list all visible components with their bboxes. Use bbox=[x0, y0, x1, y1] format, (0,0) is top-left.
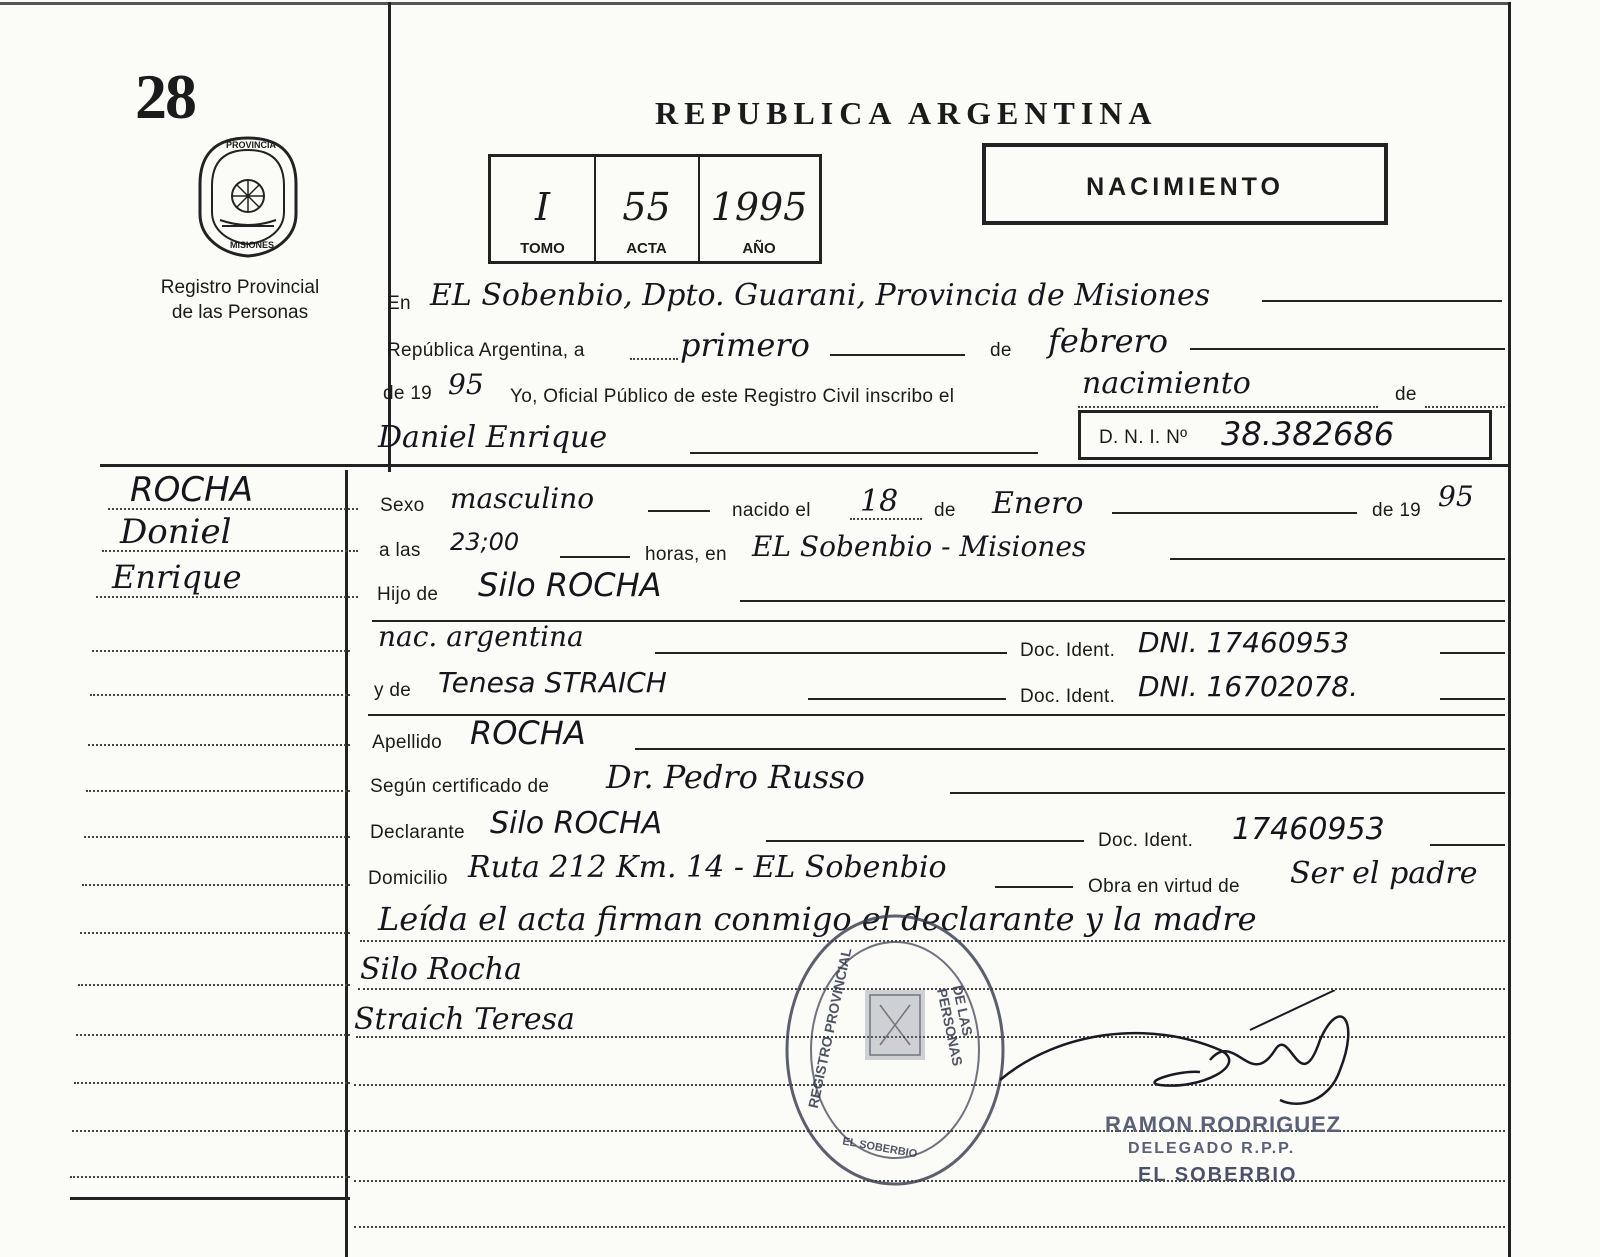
field-father-doc: DNI. 17460953 bbox=[1138, 626, 1350, 659]
field-declarant-doc: 17460953 bbox=[1232, 812, 1385, 847]
margin-surname: ROCHA bbox=[130, 470, 253, 510]
label-en: En bbox=[387, 293, 411, 314]
label-de-month: de bbox=[990, 340, 1012, 361]
margin-rule-8 bbox=[84, 836, 350, 838]
page-number: 28 bbox=[135, 61, 195, 132]
label-doc-ident-1: Doc. Ident. bbox=[1020, 640, 1116, 661]
label-de-birth-month: de bbox=[934, 500, 956, 521]
label-y-de: y de bbox=[374, 680, 412, 701]
record-box bbox=[488, 154, 822, 264]
field-place: EL Sobenbio, Dpto. Guarani, Provincia de Misiones bbox=[430, 278, 1211, 313]
margin-rule-14 bbox=[72, 1130, 350, 1132]
field-mother: Tenesa STRAICH bbox=[438, 666, 667, 699]
seal-bottom-text: MISIONES bbox=[230, 240, 275, 250]
right-border bbox=[1508, 2, 1511, 1257]
margin-name-1: Doniel bbox=[120, 512, 232, 552]
field-birth-place: EL Sobenbio - Misiones bbox=[752, 530, 1087, 563]
registry-name bbox=[130, 275, 350, 325]
field-father-nat: nac. argentina bbox=[378, 620, 584, 653]
document-title: REPUBLICA ARGENTINA bbox=[655, 95, 1158, 131]
label-domicilio: Domicilio bbox=[368, 868, 448, 889]
field-birth-day: 18 bbox=[860, 484, 899, 519]
field-day: primero bbox=[680, 326, 810, 364]
provincial-seal bbox=[192, 134, 304, 259]
rule-mother-doc bbox=[1440, 698, 1505, 700]
label-apellido: Apellido bbox=[372, 732, 443, 753]
margin-rule-10 bbox=[80, 932, 350, 934]
rule-declarant bbox=[766, 840, 1084, 842]
field-birth-month: Enero bbox=[992, 486, 1084, 521]
label-republica: República Argentina, a bbox=[387, 340, 585, 361]
rule-hour bbox=[560, 556, 630, 558]
label-yo: Yo, Oficial Público de este Registro Civil inscribo el bbox=[510, 386, 955, 407]
field-father: Silo ROCHA bbox=[478, 566, 662, 604]
margin-rule-6 bbox=[88, 744, 350, 746]
label-de-event: de bbox=[1395, 384, 1417, 405]
rule-father bbox=[740, 600, 1505, 602]
field-sexo: masculino bbox=[450, 482, 595, 515]
rule-month bbox=[1190, 348, 1505, 350]
acta-value: 55 bbox=[622, 185, 671, 229]
rule-birth-place bbox=[1170, 558, 1505, 560]
rule-day bbox=[630, 358, 678, 360]
rule-event bbox=[1078, 406, 1378, 408]
field-declarant: Silo ROCHA bbox=[490, 806, 663, 841]
field-hour: 23;00 bbox=[450, 528, 520, 556]
stamp-ring-left: REGISTRO PROVINCIAL bbox=[804, 946, 855, 1110]
field-sign-1: Silo Rocha bbox=[360, 952, 522, 987]
rule-blank-4 bbox=[354, 1226, 1505, 1228]
margin-rule-12 bbox=[76, 1034, 350, 1036]
margin-rule-4 bbox=[92, 650, 350, 652]
field-note: Leída el acta firman conmigo el declarante y la madre bbox=[378, 900, 1257, 938]
column-divider-lower bbox=[345, 470, 348, 1257]
rule-day-2 bbox=[830, 354, 965, 356]
tomo-label: TOMO bbox=[520, 240, 565, 257]
label-horas: horas, en bbox=[645, 544, 727, 565]
field-surname: ROCHA bbox=[470, 714, 586, 752]
rule-birth-day bbox=[850, 518, 922, 520]
margin-rule-5 bbox=[90, 694, 350, 696]
label-hijo: Hijo de bbox=[377, 584, 439, 605]
label-de-19: de 19 bbox=[383, 383, 433, 404]
margin-rule-3 bbox=[96, 596, 358, 598]
dni-box bbox=[1078, 410, 1492, 460]
official-stamp bbox=[780, 910, 1010, 1190]
label-segun: Según certificado de bbox=[370, 776, 550, 797]
field-year: 95 bbox=[448, 368, 484, 401]
tomo-cell bbox=[491, 157, 596, 261]
field-month: febrero bbox=[1048, 322, 1169, 360]
official-name: RAMON RODRIGUEZ bbox=[1105, 1112, 1342, 1137]
label-a-las: a las bbox=[379, 540, 421, 561]
margin-rule-13 bbox=[74, 1082, 350, 1084]
field-event: nacimiento bbox=[1082, 366, 1251, 401]
field-birth-year: 95 bbox=[1438, 480, 1474, 513]
horizontal-separator bbox=[100, 464, 1510, 467]
official-signature bbox=[1000, 990, 1390, 1130]
anio-label: AÑO bbox=[742, 240, 776, 257]
field-doctor: Dr. Pedro Russo bbox=[606, 758, 865, 796]
label-sexo: Sexo bbox=[380, 495, 425, 516]
official-place: EL SOBERBIO bbox=[1138, 1164, 1298, 1186]
rule-child-name bbox=[690, 452, 1038, 454]
margin-rule-11 bbox=[78, 984, 350, 986]
field-virtue: Ser el padre bbox=[1290, 856, 1478, 891]
rule-mother bbox=[808, 698, 1006, 700]
field-sign-2: Straich Teresa bbox=[354, 1002, 575, 1037]
top-border bbox=[0, 2, 1510, 5]
label-declarante: Declarante bbox=[370, 822, 465, 843]
rule-event-end bbox=[1425, 406, 1505, 408]
label-obra: Obra en virtud de bbox=[1088, 876, 1240, 897]
certificate-type-box bbox=[982, 143, 1388, 225]
field-child-name: Daniel Enrique bbox=[378, 420, 608, 455]
anio-cell bbox=[699, 157, 819, 261]
field-dni: 38.382686 bbox=[1221, 415, 1395, 453]
stamp-bottom: EL SOBERBIO bbox=[841, 1135, 919, 1161]
rule-surname bbox=[635, 748, 1505, 750]
rule-sexo bbox=[648, 510, 710, 512]
registry-line-2: de las Personas bbox=[171, 302, 309, 323]
margin-rule-7 bbox=[86, 790, 350, 792]
label-doc-ident-2: Doc. Ident. bbox=[1020, 686, 1116, 707]
label-dni: D. N. I. Nº bbox=[1099, 427, 1188, 448]
margin-rule-2 bbox=[102, 550, 358, 552]
acta-label: ACTA bbox=[626, 240, 667, 257]
tomo-value: I bbox=[534, 185, 550, 229]
rule-father-doc bbox=[1440, 652, 1505, 654]
rule-place bbox=[1262, 300, 1502, 302]
rule-father-nat bbox=[655, 652, 1007, 654]
certificate-type: NACIMIENTO bbox=[1086, 173, 1284, 201]
margin-rule-15 bbox=[70, 1176, 350, 1178]
label-de-19-birth: de 19 bbox=[1372, 500, 1422, 521]
margin-rule-9 bbox=[82, 884, 350, 886]
official-title: DELEGADO R.P.P. bbox=[1128, 1140, 1296, 1157]
rule-doctor bbox=[950, 792, 1505, 794]
label-doc-ident-3: Doc. Ident. bbox=[1098, 830, 1194, 851]
bottom-margin-rule bbox=[70, 1197, 350, 1200]
label-nacido: nacido el bbox=[732, 500, 811, 521]
margin-rule-1 bbox=[108, 508, 358, 510]
field-mother-doc: DNI. 16702078. bbox=[1138, 670, 1358, 703]
anio-value: 1995 bbox=[710, 185, 808, 229]
rule-declarant-doc bbox=[1430, 844, 1505, 846]
registry-line-1: Registro Provincial bbox=[160, 277, 320, 298]
signature-scribble-icon bbox=[1000, 990, 1390, 1130]
field-address: Ruta 212 Km. 14 - EL Sobenbio bbox=[468, 850, 947, 885]
seal-top-text: PROVINCIA bbox=[226, 140, 277, 150]
margin-name-2: Enrique bbox=[112, 558, 242, 596]
rule-birth-month bbox=[1112, 512, 1357, 514]
acta-cell bbox=[595, 157, 700, 261]
stamp-ring-right: DE LAS PERSONAS bbox=[933, 983, 976, 1068]
rule-address bbox=[995, 886, 1073, 888]
